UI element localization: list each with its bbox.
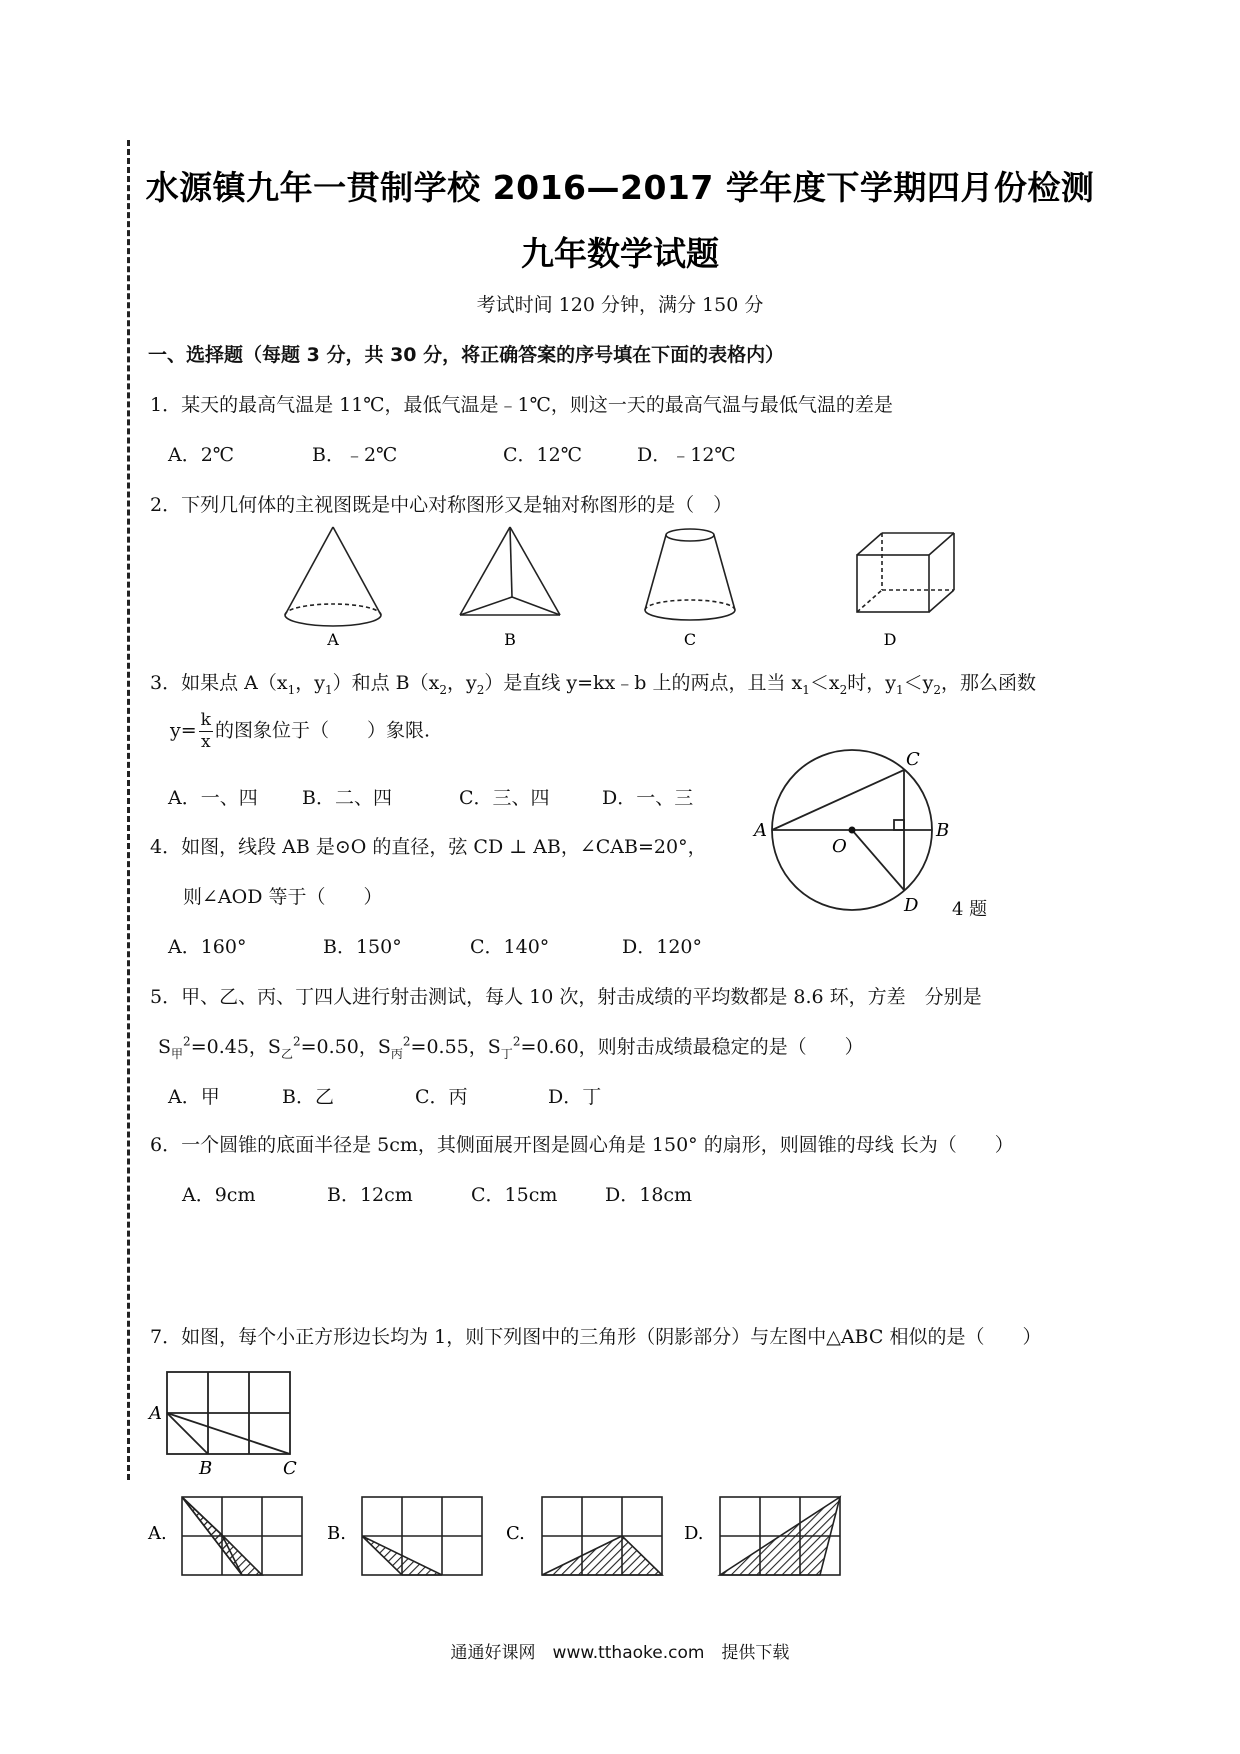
question-5: 5．甲、乙、丙、丁四人进行射击测试，每人 10 次，射击成绩的平均数都是 8.6 环，方差 分别是 [150,986,982,1008]
q4-label-a: A [754,820,767,841]
q3-option-d: D．一、三 [602,787,694,809]
q4-option-b: B．150° [323,936,402,958]
cone-figure [285,527,381,626]
q4-label-c: C [906,749,920,770]
q1-option-b: B．﹣2℃ [312,444,398,466]
tetrahedron-figure [460,527,560,615]
q4-figure-caption: 4 题 [952,899,988,920]
q7-option-b-grid [362,1497,482,1575]
q5-option-c: C．丙 [415,1086,468,1108]
q4-label-d: D [904,895,919,916]
q4-option-d: D．120° [622,936,702,958]
page-footer: 通通好课网 www.tthaoke.com 提供下载 [450,1643,790,1663]
question-4-line2: 则∠AOD 等于（ ） [183,886,383,908]
question-6: 6．一个圆锥的底面半径是 5cm，其侧面展开图是圆心角是 150° 的扇形，则圆锥的母线 长为（ ） [150,1134,1014,1156]
binding-dashed-line [127,140,130,1480]
q7-option-a-grid [182,1497,302,1575]
cuboid-figure [857,533,954,612]
q6-option-d: D．18cm [605,1184,693,1206]
q5-option-a: A．甲 [168,1086,220,1108]
q7-reference-grid-figure [145,1370,325,1480]
q7-label-c: C [283,1458,297,1479]
q2-label-b: B [504,630,516,649]
q3-option-b: B．二、四 [302,787,392,809]
q1-option-c: C．12℃ [503,444,582,466]
q3-option-a: A．一、四 [168,787,258,809]
section-heading: 一、选择题（每题 3 分，共 30 分，将正确答案的序号填在下面的表格内） [148,344,785,366]
q6-option-c: C．15cm [471,1184,558,1206]
q4-label-b: B [936,820,950,841]
q7-option-d-grid [720,1497,840,1575]
q4-circle-figure [750,745,990,975]
exam-info: 考试时间 120 分钟，满分 150 分 [476,294,764,316]
q5-option-d: D．丁 [548,1086,602,1108]
q7-option-d-label: D. [684,1523,704,1544]
question-7: 7．如图，每个小正方形边长均为 1，则下列图中的三角形（阴影部分）与左图中△ABC 相似的是（ ） [150,1326,1042,1348]
q1-option-d: D．﹣12℃ [637,444,736,466]
q6-option-a: A．9cm [182,1184,256,1206]
q2-label-c: C [683,630,697,649]
q7-label-b: B [199,1458,213,1479]
q7-option-a-label: A. [148,1523,167,1544]
question-3-line2: y= $\frac{k}{x}$ 的图象位于（ ）象限. [170,710,431,752]
question-3: 3．如果点 $A(x_1$，$y_1$）和点 $B(x_2$，$y_2$）是直线 y=kx﹣b 上的两点，且当 $x_1<x_2$时，$y_1<y_2$，那么函数 [150,672,1036,697]
q2-label-a: A [327,630,339,649]
question-5-line2: $S_甲^2=0.45$，$S_乙^2=0.50$，$S_丙^2=0.55$，$S_丁^2=0.60$，则射击成绩最稳定的是（ ） [158,1034,864,1061]
q4-option-c: C．140° [470,936,550,958]
frustum-figure [645,529,735,620]
q7-label-a: A [149,1403,162,1424]
q4-option-a: A．160° [168,936,247,958]
q7-options-figure [140,1495,860,1585]
q7-option-c-label: C. [506,1523,525,1544]
question-1: 1．某天的最高气温是 11℃，最低气温是﹣1℃，则这一天的最高气温与最低气温的差是 [150,394,893,416]
fraction-k-over-x: $\frac{k}{x}$ [200,710,211,752]
q4-label-o: O [832,836,847,857]
q2-solids-figure [270,525,970,655]
question-2: 2．下列几何体的主视图既是中心对称图形又是轴对称图形的是（ ） [150,494,733,516]
q7-option-c-grid [542,1497,662,1575]
exam-subject-title: 九年数学试题 [521,234,719,273]
q6-option-b: B．12cm [327,1184,413,1206]
q3-option-c: C．三、四 [459,787,550,809]
q7-option-b-label: B. [327,1523,346,1544]
q5-option-b: B．乙 [282,1086,334,1108]
q2-label-d: D [883,630,897,649]
exam-title: 水源镇九年一贯制学校 2016—2017 学年度下学期四月份检测 [145,168,1095,207]
question-4: 4．如图，线段 AB 是⊙O 的直径，弦 CD ⊥ AB，∠CAB=20°， [150,836,707,858]
q1-option-a: A．2℃ [168,444,235,466]
